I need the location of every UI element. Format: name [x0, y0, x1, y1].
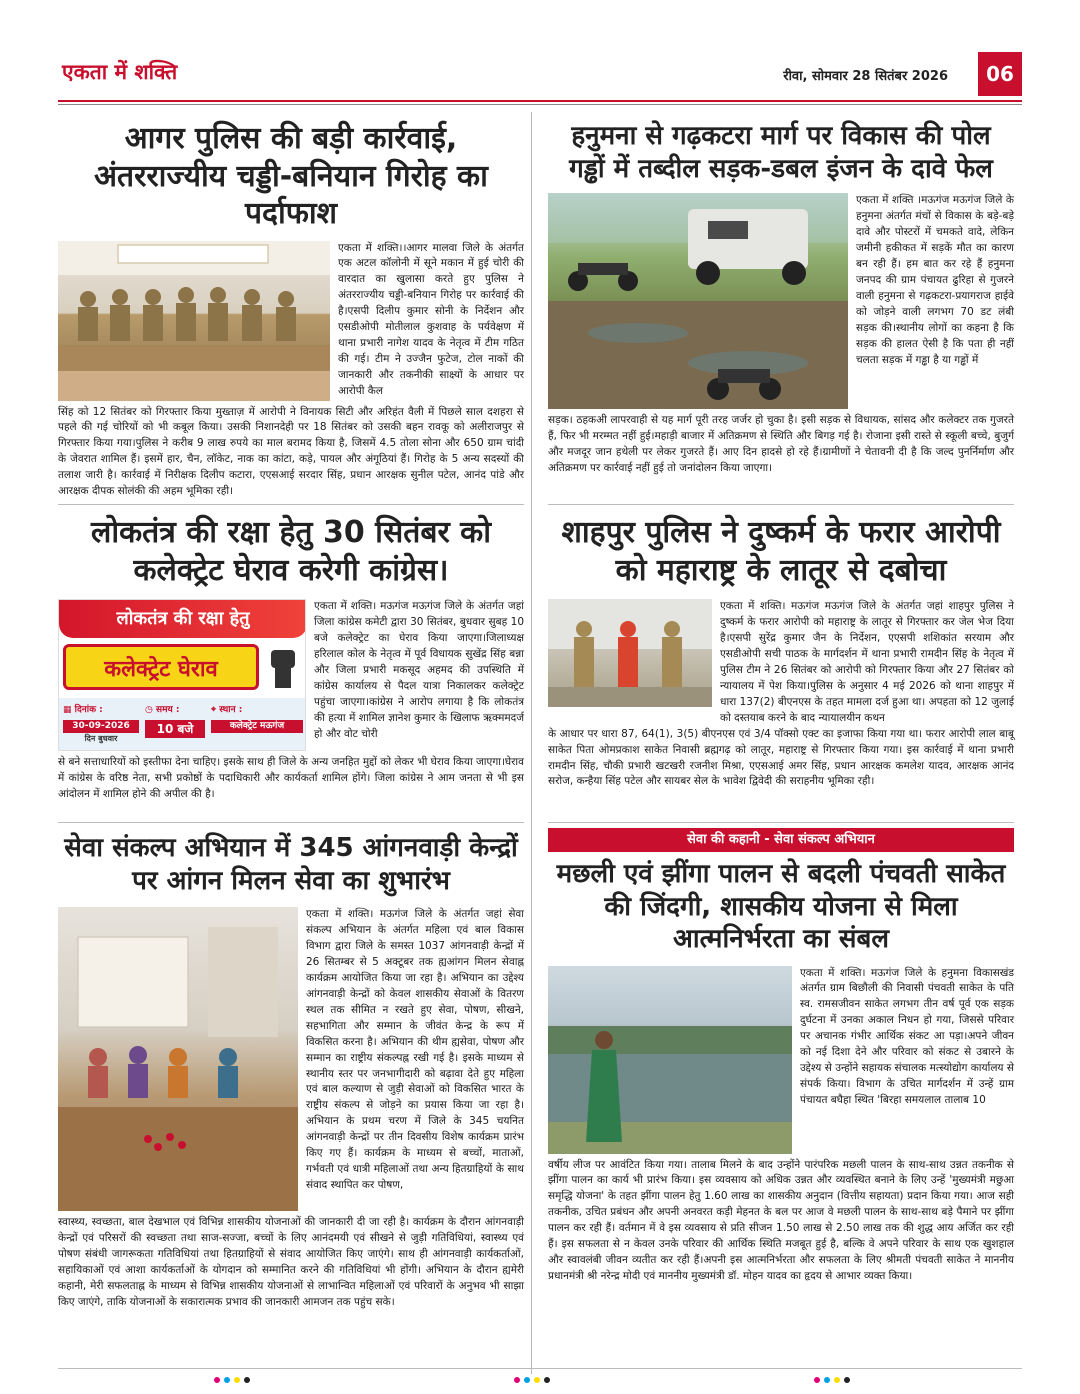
story-congress [58, 512, 524, 803]
poster-place-block [211, 704, 303, 733]
police-team-illustration [58, 241, 330, 401]
story-divider [58, 504, 524, 505]
footer-rule [58, 1368, 1022, 1369]
arrest-photo [548, 599, 712, 707]
yellow-dot [534, 1377, 540, 1383]
story-body-hanumana [548, 193, 1014, 477]
masthead-rule [58, 100, 1022, 102]
congress-body-bottom: से बने सत्ताधारियों को इस्तीफा देना चाहिए। इसके साथ ही जिले के अन्य जनहित मुद्दों को लेकर भी घेराव किया जाएगा।घेराव में कांग्रेस के वरिष्ठ नेता, सभी प्रकोष्ठों के पदाधिकारी और कार्यकर्ता शामिल होंगे। जिला कांग्रेस ने आम जनता से भी इस आंदोलन में शामिल होने की अपील की है। [58, 756, 524, 800]
yellow-dot [234, 1377, 240, 1383]
story-body-congress [58, 599, 524, 803]
anganwadi-body-top: एकता में शक्ति। मऊगंज जिले के अंतर्गत जहां सेवा संकल्प अभियान के अंतर्गत महिला एवं बाल विकास विभाग द्वारा जिले के समस्त 1037 आंगनवाड़ी केन्द्रों में 26 सितम्बर से 5 अक्टूबर तक ह्यआंगन मिलन सेवाह्न कार्यक्रम आयोजित किया जा रहा है। अभियान का उद्देश्य आंगनवाड़ी केन्द्रों को केवल शासकीय सेवाओं के वितरण स्थल तक सीमित न रखते हुए सेवा, पोषण, सीखने, सहभागिता और सम्मान के जीवंत केन्द्र के रूप में विकसित करना है। अभियान की थीम ह्यसेवा, पोषण और सम्मान का राष्ट्रीय संकल्पह्न रखी गई है। इसके माध्यम से स्थानीय स्तर पर जनभागीदारी को बढ़ावा देते हुए महिला एवं बाल कल्याण से जुड़ी सेवाओं को विकसित भारत के राष्ट्रीय संकल्प से जोड़ने का प्रयास किया जा रहा है। अभियान के प्रथम चरण में जिले के 345 चयनित आंगनवाड़ी केन्द्रों पर तीन दिवसीय विशेष कार्यक्रम प्रारंभ किए गए हैं। कार्यक्रम के माध्यम से बच्चों, माताओं, गर्भवती एवं धात्री महिलाओं तथा अन्य हितग्राहियों के साथ संवाद स्थापित कर पोषण, [306, 908, 524, 1192]
agar-body-bottom: सिंह को 12 सितंबर को गिरफ्तार किया मुख्ताज़ में आरोपी ने विनायक सिटी और अरिहंत वैली में पिछले साल दशहरा से पहले की गई चोरियों को भी कबूल किया। उसकी निशानदेही पर 18 सितंबर को उसकी बहन रावकू को अलीराजपुर से गिरफ्तार किया गया।पुलिस ने करीब 9 लाख रुपये का माल बरामद किया है, जिसमें 4.5 तोला सोना और 650 ग्राम चांदी के जेवरात शामिल हैं। इसमें हार, चैन, लॉकेट, नाक का कांटा, कड़े, पायल और अंगूठियां हैं। गिरोह के 5 अन्य सदस्यों की तलाश जारी है। कार्रवाई में निरीक्षक दिलीप कटारा, एएसआई सरदार सिंह, प्रधान आरक्षक सुनील पटेल, आनंद पांडे और आरक्षक दीपक सोलंकी की अहम भूमिका रही। [58, 405, 524, 498]
registration-dots [814, 1377, 850, 1383]
police-team-photo [58, 241, 330, 401]
headline-shahpur: शाहपुर पुलिस ने दुष्कर्म के फरार आरोपी को महाराष्ट्र के लातूर से दबोचा [561, 515, 1001, 588]
kicker-seva-ki-kahani: सेवा की कहानी - सेवा संकल्प अभियान [548, 828, 1014, 852]
headline-anganwadi: सेवा संकल्प अभियान में 345 आंगनवाड़ी केन्द्रों पर आंगन मिलन सेवा का शुभारंभ [64, 833, 518, 896]
registration-dots [514, 1377, 550, 1383]
black-dot [544, 1377, 550, 1383]
location-pin-icon: ⌖ [211, 705, 220, 715]
magenta-dot [514, 1377, 520, 1383]
story-divider [548, 504, 1014, 505]
poster-line-1: लोकतंत्र की रक्षा हेतु [59, 600, 306, 638]
registration-dots [214, 1377, 250, 1383]
poster-date-block [63, 704, 139, 746]
black-dot [244, 1377, 250, 1383]
shahpur-body-top: एकता में शक्ति। मऊगंज मऊगंज जिले के अंतर्गत जहां शाहपुर पुलिस ने दुष्कर्म के फरार आरोपी को महाराष्ट्र के लातूर से गिरफ्तार कर जेल भेज दिया है।एसपी सुरेंद्र कुमार जैन के निर्देशन, एएसपी शशिकांत सरयाम और एसडीओपी सची पाठक के मार्गदर्शन में थाना प्रभारी रामदीन सिंह के नेतृत्व में पुलिस टीम ने 26 सितंबर को आरोपी को गिरफ्तार किया और 27 सितंबर को न्यायालय में पेश किया।पुलिस के अनुसार 4 मई 2026 को थाना शाहपुर में धारा 137(2) बीएनएस के तहत मामला दर्ज हुआ था। अपहता को 12 जुलाई को दस्तयाब करने के बाद न्यायालयीन कथन [720, 600, 1014, 724]
story-shahpur-police [548, 512, 1014, 790]
headline-hanumana: हनुमना से गढ़कटरा मार्ग पर विकास की पोल गड्ढों में तब्दील सड़क-डबल इंजन के दावे फेल [569, 121, 993, 184]
magenta-dot [214, 1377, 220, 1383]
poster-time-label: समय : [156, 705, 180, 715]
headline-congress: लोकतंत्र की रक्षा हेतु 30 सितंबर को कलेक्ट्रेट घेराव करेगी कांग्रेस। [91, 515, 491, 588]
hanumana-body-top: एकता में शक्ति ।मऊगंज मऊगंज जिले के हनुमना अंतर्गत मंचों से विकास के बड़े-बड़े दावे और पोस्टरों में चमकते वादे, लेकिन जमीनी हकीकत में सड़कें मौत का कारण बन रही हैं। हम बात कर रहे हैं हनुमना जनपद की ग्राम पंचायत ढुरिहा से गुजरने वाली हनुमना से गढ़कटरा-प्रयागराज हाईवे को जोड़ने वाली लगभग 70 डट लंबी सड़क की।स्थानीय लोगों का कहना है कि सड़क की हालत ऐसी है कि पता ही नहीं चलता सड़क में गड्ढा है या गड्ढों में [856, 194, 1014, 366]
road-illustration [548, 193, 848, 409]
shahpur-body-bottom: के आधार पर धारा 87, 64(1), 3(5) बीएनएस एवं 3/4 पॉक्सो एक्ट का इजाफा किया गया था। फरार आरोपी लाल बाबू साकेत पिता ओमप्रकाश साकेत निवासी ब्रह्मगढ़ को लातूर, महाराष्ट्र से गिरफ्तार किया गया। इस कार्रवाई में थाना प्रभारी रामदीन सिंह, चौकी प्रभारी खटखरी रजनीश मिश्रा, एएसआई अमर सिंह, प्रधान आरक्षक कमलेश यादव, आरक्षक आनंद सरोज, कन्हैया सिंह पटेल और सायबर सेल के भावेश द्विवेदी की सराहनीय भूमिका रही। [548, 727, 1014, 788]
story-agar-police [58, 118, 524, 500]
yellow-dot [834, 1377, 840, 1383]
dateline: रीवा, सोमवार 28 सितंबर 2026 [783, 69, 948, 84]
story-divider [58, 822, 524, 823]
page-number: 06 [978, 52, 1022, 96]
masthead-rule-thin [58, 104, 1022, 105]
cyan-dot [824, 1377, 830, 1383]
poster-place-value: कलेक्ट्रेट मऊगंज [211, 720, 303, 734]
cyan-dot [524, 1377, 530, 1383]
anganwadi-event-photo [58, 907, 298, 1211]
poster-line-2: कलेक्ट्रेट घेराव [63, 644, 259, 690]
arrest-illustration [548, 599, 712, 707]
fish-body-top: एकता में शक्ति। मऊगंज जिले के हनुमना विकासखंड अंतर्गत ग्राम बिछौली की निवासी पंचवती साकेत के पति स्व. रामसजीवन साकेत लगभग तीन वर्ष पूर्व एक सड़क दुर्घटना में उनका अकाल निधन हो गया, जिससे परिवार पर अचानक गंभीर आर्थिक संकट आ पड़ा।अपने जीवन को नई दिशा देने और परिवार को संकट से उबारने के उद्देश्य से उन्होंने सहायक संचालक मत्स्योद्योग कार्यालय से संपर्क किया। विभाग के उचित मार्गदर्शन में उन्हें ग्राम पंचायत बघैहा स्थित 'बिरहा समयलाल तालाब 10 [800, 966, 1014, 1107]
headline-agar: आगर पुलिस की बड़ी कार्रवाई, अंतरराज्यीय चड्डी-बनियान गिरोह का पर्दाफाश [94, 121, 488, 231]
pond-illustration [548, 966, 792, 1154]
poster-day: दिन बुधवार [84, 734, 118, 744]
story-body-anganwadi [58, 907, 524, 1311]
magenta-dot [814, 1377, 820, 1383]
story-anganwadi [58, 830, 524, 1311]
congress-body-top: एकता में शक्ति। मऊगंज मऊगंज जिले के अंतर्गत जहां जिला कांग्रेस कमेटी द्वारा 30 सितंबर, बुधवार सुबह 10 बजे कलेक्ट्रेट का घेराव किया जाएगा।जिलाध्यक्ष हरिलाल कोल के नेतृत्व में पूर्व विधायक सुखेंद्र सिंह बन्ना और जिला प्रभारी मकसूद अहमद की उपस्थिति में कांग्रेस कार्यालय से पैदल यात्रा निकालकर कलेक्ट्रेट पहुंचा जाएगा।कांग्रेस ने आरोप लगाया है कि लोकतंत्र की हत्या में शामिल ज्ञानेश कुमार के खिलाफ ऋक्ममदर्ज हो और वोट चोरी [314, 600, 524, 740]
congress-poster [58, 599, 306, 751]
headline-fish: मछली एवं झींगा पालन से बदली पंचवती साकेत की जिंदगी, शासकीय योजना से मिला आत्मनिर्भरता का संबल [556, 859, 1006, 954]
story-divider [548, 822, 1014, 823]
fish-body-bottom: वर्षीय लीज पर आवंटित किया गया। तालाब मिलने के बाद उन्होंने पारंपरिक मछली पालन के साथ-साथ उन्नत तकनीक से झींगा पालन का कार्य भी प्रारंभ किया। इस व्यवसाय को अधिक उन्नत और व्यवस्थित बनाने के लिए उन्हें 'मुख्यमंत्री मछुआ समृद्धि योजना' के तहत झींगा पालन हेतु 1.60 लाख का शासकीय अनुदान (वित्तीय सहायता) प्रदान किया गया। आज सही तकनीक, उचित प्रबंधन और अपनी अनवरत कड़ी मेहनत के बल पर आज वे मछली पालन के साथ-साथ बड़े पैमाने पर झींगा पालन कर रही हैं। वर्तमान में वे इस व्यवसाय से प्रति सीजन 1.50 लाख से 2.50 लाख तक की शुद्ध आय अर्जित कर रही हैं। इस सफलता से न केवल उनके परिवार की आर्थिक स्थिति मजबूत हुई है, बल्कि वे अपने परिवार के साथ एक खुशहाल और स्वावलंबी जीवन व्यतीत कर रही हैं।अपनी इस आत्मनिर्भरता और सफलता के लिए श्रीमती पंचवती साकेत ने माननीय प्रधानमंत्री श्री नरेन्द्र मोदी एवं माननीय मुख्यमंत्री डॉ. मोहन यादव का हृदय से आभार व्यक्त किया। [548, 1158, 1014, 1283]
poster-time-value: 10 बजे [145, 720, 205, 738]
calendar-icon: ▦ [63, 705, 75, 715]
poster-date-label: दिनांक : [74, 705, 103, 715]
hanumana-body-bottom: सड़क। ठहकअी लापरवाही से यह मार्ग पूरी तरह जर्जर हो चुका है। इसी सड़क से विधायक, सांसद और कलेक्टर तक गुजरते हैं, फिर भी मरम्मत नहीं हुई।महाड़ी बाजार में अतिक्रमण से स्थिति और बिगड़ गई है। रोजाना इसी रास्ते से स्कूली बच्चे, बुजुर्ग और मजदूर जान हथेली पर लेकर गुजरते हैं। आए दिन हादसे हो रहे हैं।ग्रामीणों ने चेतावनी दी है कि जल्द पुनर्निर्माण और अतिक्रमण पर कार्रवाई नहीं हुई तो जनांदोलन किया जाएगा। [548, 414, 1014, 474]
story-fish-farming [548, 828, 1014, 1285]
road-potholes-photo [548, 193, 848, 409]
poster-place-label: स्थान : [219, 705, 243, 715]
poster-time-block [145, 704, 205, 738]
anganwadi-body-bottom: स्वास्थ्य, स्वच्छता, बाल देखभाल एवं विभिन्न शासकीय योजनाओं की जानकारी दी जा रही है। कार्यक्रम के दौरान आंगनवाड़ी केन्द्रों एवं परिसरों की स्वच्छता तथा साज-सज्जा, बच्चों के लिए आनंदमयी एवं सीखने से जुड़ी गतिविधियां, स्वास्थ्य एवं पोषण संबंधी जागरूकता गतिविधियां तथा हितग्राहियों से संवाद आयोजित किए जाएंगे। साथ ही आंगनवाड़ी कार्यकर्ताओं, सहायिकाओं एवं आशा कार्यकर्ताओं के योगदान को सम्मानित करने की गतिविधियां भी होंगी। अभियान के दौरान ह्यमेरी कहानी, मेरी सफलताह्न के माध्यम से विभिन्न शासकीय योजनाओं से लाभान्वित महिलाओं एवं परिवारों के अनुभव भी साझा किए जाएंगे, ताकि योजनाओं के सकारात्मक प्रभाव की जानकारी आमजन तक पहुंच सके। [58, 1216, 524, 1308]
story-body-shahpur [548, 599, 1014, 790]
cyan-dot [224, 1377, 230, 1383]
brand-title: एकता में शक्ति [62, 59, 178, 84]
black-dot [844, 1377, 850, 1383]
story-body-agar [58, 241, 524, 501]
pond-with-woman-photo [548, 966, 792, 1154]
masthead [58, 52, 1022, 98]
clock-icon: ◷ [145, 705, 156, 715]
anganwadi-illustration [58, 907, 298, 1211]
raised-fist-icon [263, 644, 303, 690]
poster-date-value: 30-09-2026 [63, 720, 139, 734]
story-body-fish [548, 966, 1014, 1286]
story-hanumana-road [548, 118, 1014, 477]
agar-body-top: एकता में शक्ति।।आगर मालवा जिले के अंतर्गत एक अटल कॉलोनी में सूने मकान में हुई चोरी की वारदात का खुलासा करते हुए पुलिस ने अंतरराज्यीय चड्डी-बनियान गिरोह पर कार्रवाई की है।एसपी दिलीप कुमार सोनी के निर्देशन और एसडीओपी मोतीलाल कुशवाह के पर्यवेक्षण में थाना प्रभारी नागेश यादव के नेतृत्व में टीम गठित की गई। टीम ने उज्जैन फुटेज, टोल नाकों की जानकारी और तकनीकी साक्ष्यों के आधार पर आरोपी कैल [338, 241, 524, 398]
column-divider [531, 112, 532, 1374]
